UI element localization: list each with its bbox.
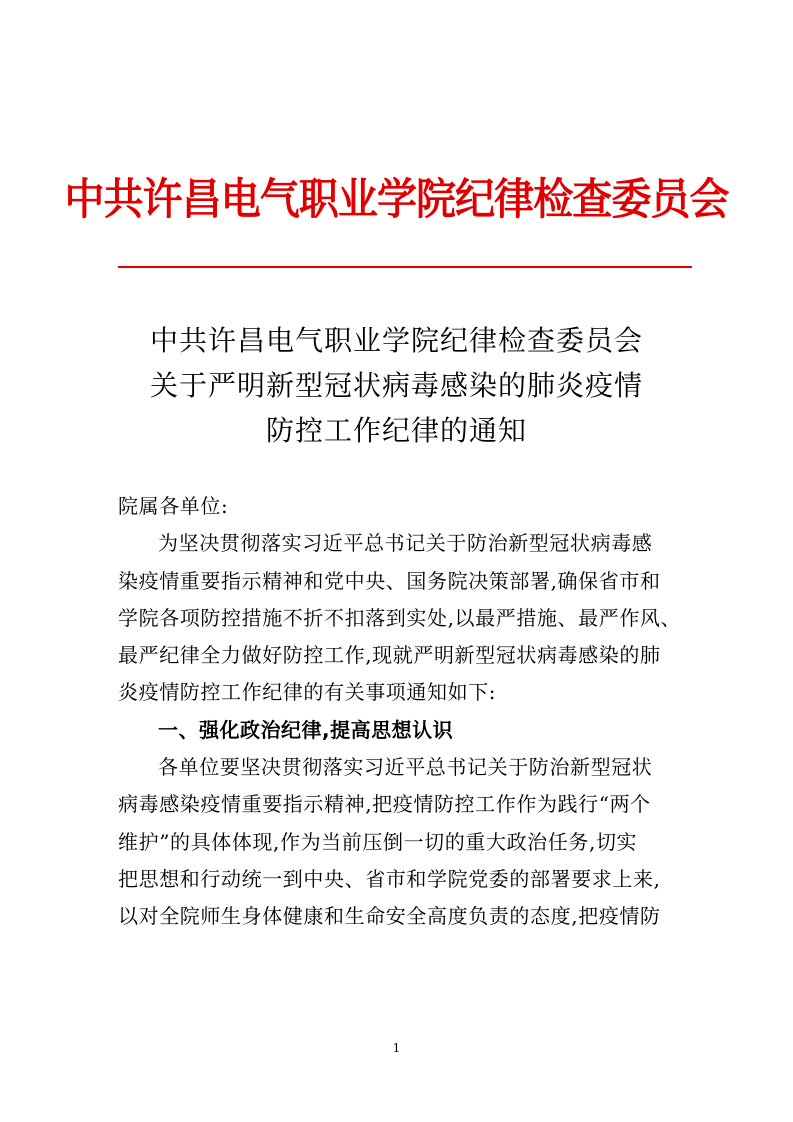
intro-line-1: 为坚决贯彻落实习近平总书记关于防治新型冠状病毒感: [158, 531, 653, 556]
document-body: [118, 488, 694, 936]
section-1-line-1: 各单位要坚决贯彻落实习近平总书记关于防治新型冠状: [158, 755, 653, 780]
document-title: [0, 318, 793, 453]
title-line-2: 关于严明新型冠状病毒感染的肺炎疫情: [149, 369, 643, 402]
intro-line-3: 学院各项防控措施不折不扣落到实处,以最严措施、最严作风、: [118, 605, 682, 630]
letterhead-title: 中共许昌电气职业学院纪律检查委员会: [64, 175, 729, 225]
section-1-line-2: 病毒感染疫情重要指示精神,把疫情防控工作作为践行“两个: [118, 792, 651, 817]
intro-line-5: 炎疫情防控工作纪律的有关事项通知如下:: [118, 680, 497, 705]
letterhead-red-rule: [118, 266, 692, 268]
intro-line-2: 染疫情重要指示精神和党中央、国务院决策部署,确保省市和: [118, 568, 661, 593]
section-1-line-4: 把思想和行动统一到中央、省市和学院党委的部署要求上来,: [118, 866, 661, 891]
section-1-line-5: 以对全院师生身体健康和生命安全高度负责的态度,把疫情防: [118, 904, 661, 929]
section-1-line-3: 维护”的具体体现,作为当前压倒一切的重大政治任务,切实: [118, 829, 638, 854]
title-line-3: 防控工作纪律的通知: [265, 414, 527, 447]
page-number: 1: [392, 1041, 401, 1055]
title-line-1: 中共许昌电气职业学院纪律检查委员会: [149, 324, 643, 357]
salutation: 院属各单位:: [118, 494, 229, 518]
section-1-heading: 一、强化政治纪律,提高思想认识: [158, 717, 454, 742]
intro-line-4: 最严纪律全力做好防控工作,现就严明新型冠状病毒感染的肺: [118, 643, 661, 668]
